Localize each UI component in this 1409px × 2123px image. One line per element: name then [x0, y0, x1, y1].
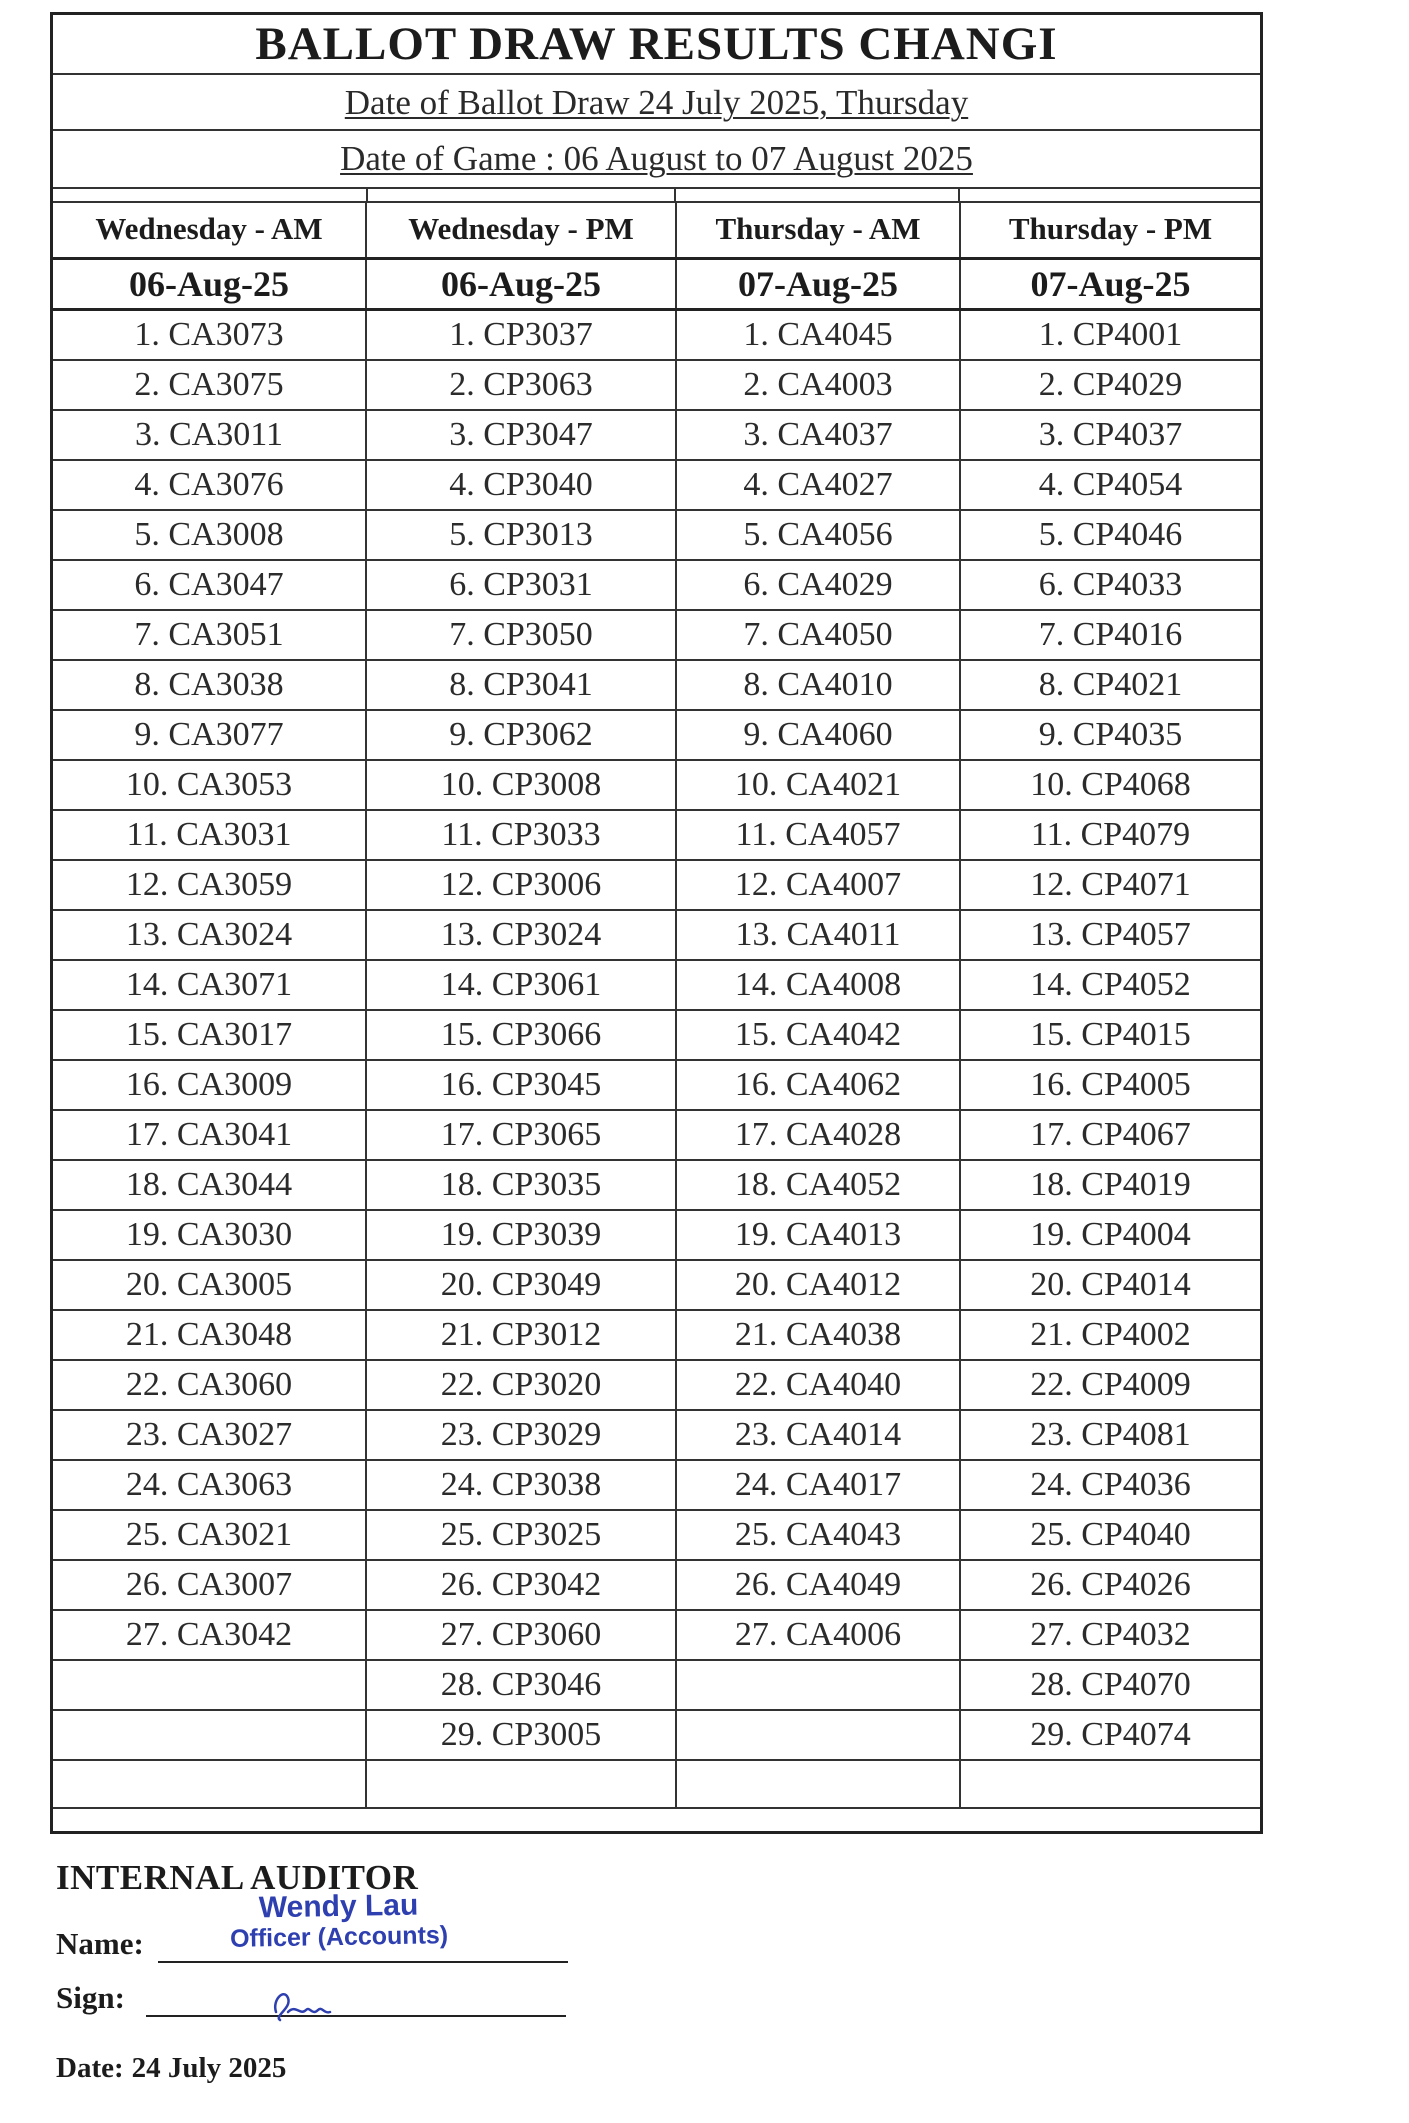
- entry-cell: 1. CP4001: [960, 310, 1260, 361]
- entry-cell: 11. CP4079: [960, 810, 1260, 860]
- entry-cell: [53, 1710, 366, 1760]
- entry-cell: 22. CP4009: [960, 1360, 1260, 1410]
- entry-cell: 4. CA3076: [53, 460, 366, 510]
- entry-row: [53, 1410, 1260, 1460]
- entry-cell: 2. CP3063: [366, 360, 676, 410]
- entry-cell: 3. CA3011: [53, 410, 366, 460]
- entry-cell: 1. CA4045: [676, 310, 960, 361]
- entry-cell: 7. CP4016: [960, 610, 1260, 660]
- entry-cell: 27. CP4032: [960, 1610, 1260, 1660]
- entry-cell: 21. CP3012: [366, 1310, 676, 1360]
- entry-cell: 21. CA4038: [676, 1310, 960, 1360]
- entry-cell: 26. CA4049: [676, 1560, 960, 1610]
- entry-cell: [676, 1760, 960, 1808]
- date-line: [56, 2052, 286, 2085]
- entry-cell: 2. CA4003: [676, 360, 960, 410]
- entry-cell: 13. CA4011: [676, 910, 960, 960]
- entry-cell: 11. CA3031: [53, 810, 366, 860]
- entry-cell: 3. CP3047: [366, 410, 676, 460]
- column-date-header: 07-Aug-25: [960, 259, 1260, 310]
- column-divider: [366, 187, 368, 201]
- entry-cell: 20. CP4014: [960, 1260, 1260, 1310]
- entry-cell: 23. CP4081: [960, 1410, 1260, 1460]
- entry-cell: 19. CP4004: [960, 1210, 1260, 1260]
- entry-cell: 11. CA4057: [676, 810, 960, 860]
- entry-cell: 1. CP3037: [366, 310, 676, 361]
- entry-cell: 8. CA4010: [676, 660, 960, 710]
- entry-cell: 7. CA4050: [676, 610, 960, 660]
- entry-cell: 2. CA3075: [53, 360, 366, 410]
- entry-cell: 4. CP3040: [366, 460, 676, 510]
- entry-cell: 19. CA4013: [676, 1210, 960, 1260]
- entry-cell: 19. CA3030: [53, 1210, 366, 1260]
- entry-row: [53, 1610, 1260, 1660]
- column-day-header: Wednesday - PM: [366, 201, 676, 259]
- entry-cell: 4. CP4054: [960, 460, 1260, 510]
- entry-cell: 18. CA4052: [676, 1160, 960, 1210]
- entry-row: [53, 360, 1260, 410]
- entry-cell: 2. CP4029: [960, 360, 1260, 410]
- entry-cell: 9. CP4035: [960, 710, 1260, 760]
- entry-cell: 6. CA4029: [676, 560, 960, 610]
- entry-row: [53, 460, 1260, 510]
- entry-cell: 24. CA4017: [676, 1460, 960, 1510]
- entry-cell: 15. CA4042: [676, 1010, 960, 1060]
- sign-line: [146, 2015, 566, 2017]
- blank-row: [53, 1760, 1260, 1808]
- entry-cell: 26. CP4026: [960, 1560, 1260, 1610]
- entry-cell: 8. CP4021: [960, 660, 1260, 710]
- entry-row: [53, 560, 1260, 610]
- entry-cell: 26. CP3042: [366, 1560, 676, 1610]
- column-day-header: Thursday - AM: [676, 201, 960, 259]
- name-label: Name:: [56, 1926, 144, 1961]
- entry-cell: 10. CP4068: [960, 760, 1260, 810]
- entry-cell: 25. CP3025: [366, 1510, 676, 1560]
- entries-body: [53, 310, 1260, 1809]
- entry-cell: 18. CP3035: [366, 1160, 676, 1210]
- entry-row: [53, 1510, 1260, 1560]
- entry-cell: 27. CP3060: [366, 1610, 676, 1660]
- entry-cell: [676, 1660, 960, 1710]
- entry-row: [53, 1710, 1260, 1760]
- entry-cell: 18. CA3044: [53, 1160, 366, 1210]
- auditor-title: INTERNAL AUDITOR: [56, 1858, 419, 1897]
- entry-row: [53, 1110, 1260, 1160]
- entry-cell: 6. CA3047: [53, 560, 366, 610]
- entry-cell: 28. CP4070: [960, 1660, 1260, 1710]
- entry-cell: 4. CA4027: [676, 460, 960, 510]
- entry-cell: 21. CP4002: [960, 1310, 1260, 1360]
- entry-cell: 21. CA3048: [53, 1310, 366, 1360]
- entry-cell: 17. CP4067: [960, 1110, 1260, 1160]
- column-date-header: 07-Aug-25: [676, 259, 960, 310]
- entry-cell: 10. CP3008: [366, 760, 676, 810]
- entry-cell: 20. CA3005: [53, 1260, 366, 1310]
- entry-row: [53, 760, 1260, 810]
- entry-cell: [676, 1710, 960, 1760]
- entry-cell: 16. CA3009: [53, 1060, 366, 1110]
- entry-row: [53, 860, 1260, 910]
- entry-cell: 15. CA3017: [53, 1010, 366, 1060]
- entry-cell: 17. CA3041: [53, 1110, 366, 1160]
- entry-cell: 11. CP3033: [366, 810, 676, 860]
- entry-row: [53, 610, 1260, 660]
- entry-row: [53, 410, 1260, 460]
- entry-cell: [960, 1760, 1260, 1808]
- entry-cell: 6. CP4033: [960, 560, 1260, 610]
- entry-cell: 5. CA3008: [53, 510, 366, 560]
- game-date: Date of Game : 06 August to 07 August 2025: [340, 139, 973, 178]
- entry-cell: 27. CA4006: [676, 1610, 960, 1660]
- entry-cell: [366, 1760, 676, 1808]
- entry-cell: 16. CP3045: [366, 1060, 676, 1110]
- entry-row: [53, 1360, 1260, 1410]
- stamp-name: Wendy Lau: [258, 1888, 419, 1925]
- entry-cell: 29. CP4074: [960, 1710, 1260, 1760]
- entry-cell: 23. CP3029: [366, 1410, 676, 1460]
- entry-row: [53, 810, 1260, 860]
- entry-cell: 14. CP4052: [960, 960, 1260, 1010]
- internal-auditor-block: [56, 1858, 596, 2098]
- entry-cell: 12. CA4007: [676, 860, 960, 910]
- entry-cell: 15. CP3066: [366, 1010, 676, 1060]
- entry-cell: 12. CP3006: [366, 860, 676, 910]
- entry-row: [53, 1060, 1260, 1110]
- entry-cell: 24. CP3038: [366, 1460, 676, 1510]
- entry-row: [53, 1010, 1260, 1060]
- ballot-results-table: [53, 201, 1260, 1809]
- entry-cell: 14. CA3071: [53, 960, 366, 1010]
- entry-cell: 29. CP3005: [366, 1710, 676, 1760]
- entry-cell: 10. CA3053: [53, 760, 366, 810]
- entry-row: [53, 910, 1260, 960]
- entry-row: [53, 1210, 1260, 1260]
- column-date-header: 06-Aug-25: [53, 259, 366, 310]
- entry-cell: 10. CA4021: [676, 760, 960, 810]
- entry-cell: 16. CP4005: [960, 1060, 1260, 1110]
- entry-cell: 12. CP4071: [960, 860, 1260, 910]
- entry-row: [53, 660, 1260, 710]
- entry-cell: 13. CP3024: [366, 910, 676, 960]
- entry-cell: 22. CP3020: [366, 1360, 676, 1410]
- entry-cell: 14. CP3061: [366, 960, 676, 1010]
- entry-row: [53, 1460, 1260, 1510]
- entry-row: [53, 1560, 1260, 1610]
- stamp-role: Officer (Accounts): [229, 1921, 449, 1953]
- column-day-header: Wednesday - AM: [53, 201, 366, 259]
- entry-row: [53, 1160, 1260, 1210]
- entry-cell: [53, 1760, 366, 1808]
- entry-cell: 3. CA4037: [676, 410, 960, 460]
- entry-cell: 8. CP3041: [366, 660, 676, 710]
- entry-cell: 26. CA3007: [53, 1560, 366, 1610]
- entry-cell: 14. CA4008: [676, 960, 960, 1010]
- entry-cell: 5. CP3013: [366, 510, 676, 560]
- entry-row: [53, 1260, 1260, 1310]
- entry-cell: 20. CP3049: [366, 1260, 676, 1310]
- entry-cell: 3. CP4037: [960, 410, 1260, 460]
- entry-cell: 12. CA3059: [53, 860, 366, 910]
- column-divider: [674, 187, 676, 201]
- entry-cell: 8. CA3038: [53, 660, 366, 710]
- date-value: 24 July 2025: [131, 2052, 287, 2084]
- name-line: [158, 1961, 568, 1963]
- entry-cell: 25. CA4043: [676, 1510, 960, 1560]
- title-row: [53, 15, 1260, 75]
- entry-cell: 23. CA3027: [53, 1410, 366, 1460]
- column-day-header: Thursday - PM: [960, 201, 1260, 259]
- entry-cell: 24. CA3063: [53, 1460, 366, 1510]
- entry-cell: 13. CP4057: [960, 910, 1260, 960]
- entry-cell: 28. CP3046: [366, 1660, 676, 1710]
- ballot-results-sheet: [50, 12, 1263, 1834]
- entry-cell: 25. CA3021: [53, 1510, 366, 1560]
- entry-cell: 23. CA4014: [676, 1410, 960, 1460]
- sign-label: Sign:: [56, 1980, 125, 2015]
- handwritten-signature: [266, 1982, 346, 2026]
- entry-cell: 24. CP4036: [960, 1460, 1260, 1510]
- game-date-row: [53, 129, 1260, 189]
- entry-cell: 5. CP4046: [960, 510, 1260, 560]
- entry-cell: 16. CA4062: [676, 1060, 960, 1110]
- entry-row: [53, 1660, 1260, 1710]
- entry-row: [53, 710, 1260, 760]
- entry-cell: 9. CA3077: [53, 710, 366, 760]
- entry-cell: 18. CP4019: [960, 1160, 1260, 1210]
- entry-cell: 7. CA3051: [53, 610, 366, 660]
- entry-cell: 6. CP3031: [366, 560, 676, 610]
- ballot-draw-date: Date of Ballot Draw 24 July 2025, Thursday: [344, 83, 969, 122]
- entry-cell: 13. CA3024: [53, 910, 366, 960]
- entry-cell: 22. CA3060: [53, 1360, 366, 1410]
- entry-row: [53, 960, 1260, 1010]
- day-header-row: [53, 201, 1260, 259]
- ballot-date-row: [53, 73, 1260, 131]
- entry-cell: 1. CA3073: [53, 310, 366, 361]
- entry-cell: 25. CP4040: [960, 1510, 1260, 1560]
- entry-cell: 20. CA4012: [676, 1260, 960, 1310]
- entry-cell: 22. CA4040: [676, 1360, 960, 1410]
- entry-cell: 17. CP3065: [366, 1110, 676, 1160]
- document-title: BALLOT DRAW RESULTS CHANGI: [255, 18, 1058, 70]
- entry-cell: 17. CA4028: [676, 1110, 960, 1160]
- entry-cell: 5. CA4056: [676, 510, 960, 560]
- entry-cell: 9. CA4060: [676, 710, 960, 760]
- entry-cell: 9. CP3062: [366, 710, 676, 760]
- date-header-row: [53, 259, 1260, 310]
- entry-row: [53, 310, 1260, 361]
- column-divider: [958, 187, 960, 201]
- column-date-header: 06-Aug-25: [366, 259, 676, 310]
- entry-cell: 15. CP4015: [960, 1010, 1260, 1060]
- entry-row: [53, 1310, 1260, 1360]
- date-label: Date:: [56, 2052, 124, 2084]
- entry-cell: 27. CA3042: [53, 1610, 366, 1660]
- entry-cell: 7. CP3050: [366, 610, 676, 660]
- entry-row: [53, 510, 1260, 560]
- entry-cell: [53, 1660, 366, 1710]
- entry-cell: 19. CP3039: [366, 1210, 676, 1260]
